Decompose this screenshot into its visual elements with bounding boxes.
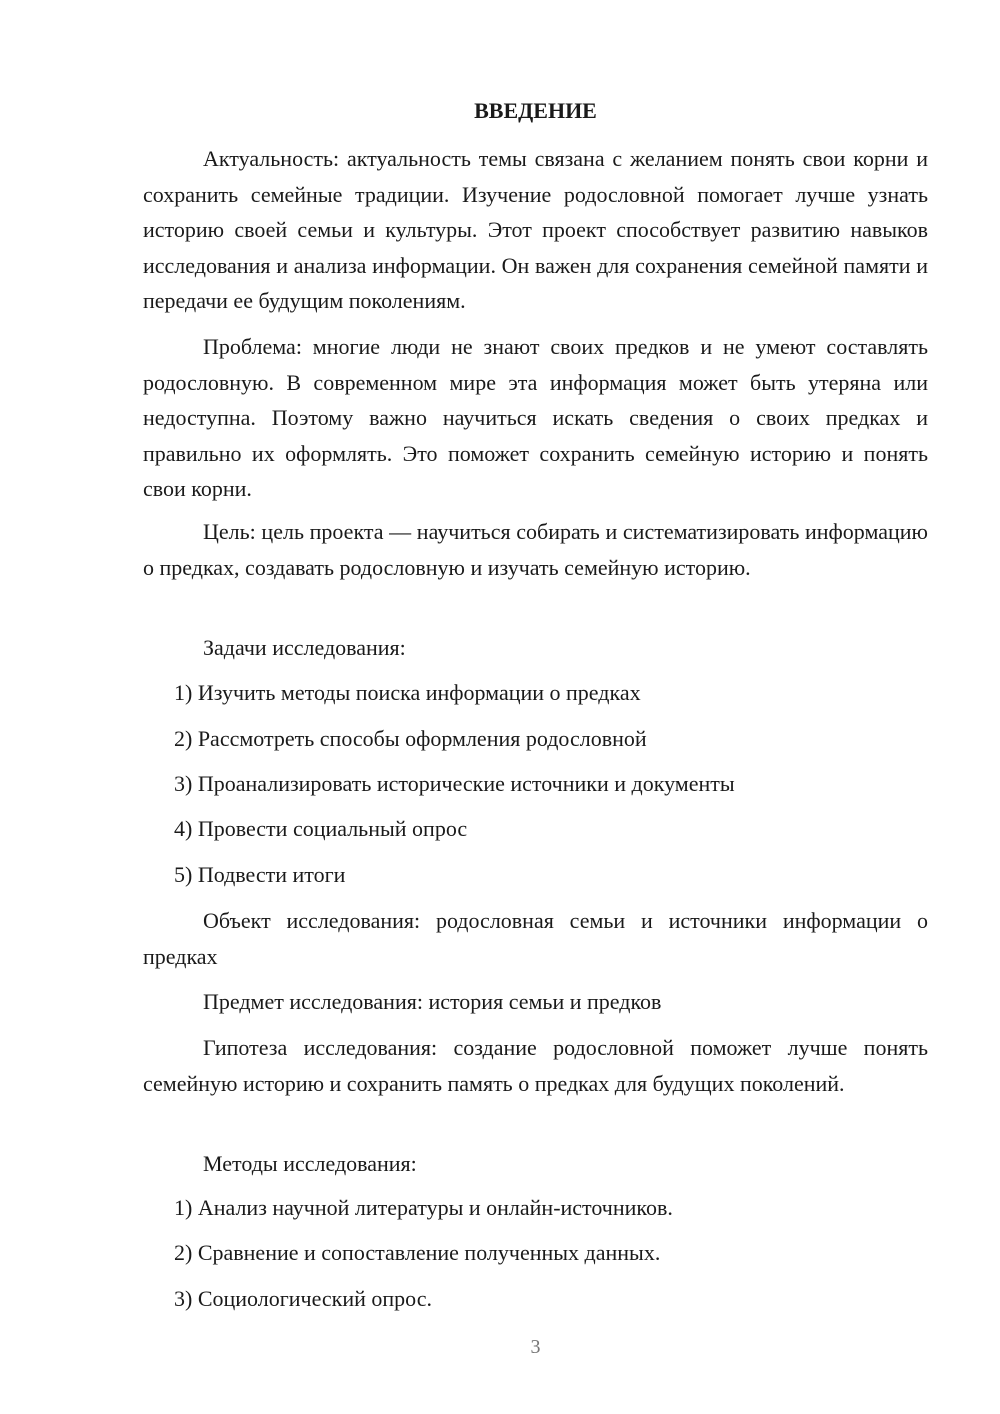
task-item-5: 5) Подвести итоги xyxy=(174,862,346,887)
method-item-2: 2) Сравнение и сопоставление полученных данных. xyxy=(174,1240,661,1265)
method-item-1: 1) Анализ научной литературы и онлайн-источников. xyxy=(174,1195,673,1220)
hypothesis-paragraph: Гипотеза исследования: создание родословной поможет лучше понять семейную историю и сохранить память о предках для будущих поколений. xyxy=(143,1035,928,1096)
methods-title: Методы исследования: xyxy=(203,1151,417,1176)
task-item-3: 3) Проанализировать исторические источники и документы xyxy=(174,771,735,796)
task-item-1: 1) Изучить методы поиска информации о предках xyxy=(174,680,641,705)
goal-paragraph: Цель: цель проекта — научиться собирать и систематизировать информацию о предках, создавать родословную и изучать семейную историю. xyxy=(143,519,928,580)
subject-paragraph: Предмет исследования: история семьи и предков xyxy=(203,989,662,1014)
relevance-paragraph: Актуальность: актуальность темы связана с желанием понять свои корни и сохранить семейные традиции. Изучение родословной помогает лучше узнать историю своей семьи и культуры. Этот проект способствует развитию навыков исследования и анализа информации. Он важен для сохранения семейной памяти и передачи ее будущим поколениям. xyxy=(143,146,928,313)
page-number: 3 xyxy=(530,1336,541,1358)
object-paragraph: Объект исследования: родословная семьи и источники информации о предках xyxy=(143,908,928,969)
task-item-4: 4) Провести социальный опрос xyxy=(174,816,468,841)
document-page xyxy=(143,0,928,1414)
task-item-2: 2) Рассмотреть способы оформления родословной xyxy=(174,726,647,751)
method-item-3: 3) Социологический опрос. xyxy=(174,1286,432,1311)
tasks-title: Задачи исследования: xyxy=(203,635,406,660)
section-heading: ВВЕДЕНИЕ xyxy=(474,98,597,123)
problem-paragraph: Проблема: многие люди не знают своих предков и не умеют составлять родословную. В современном мире эта информация может быть утеряна или недоступна. Поэтому важно научиться искать сведения о своих предках и правильно их оформлять. Это поможет сохранить семейную историю и понять свои корни. xyxy=(143,334,928,501)
